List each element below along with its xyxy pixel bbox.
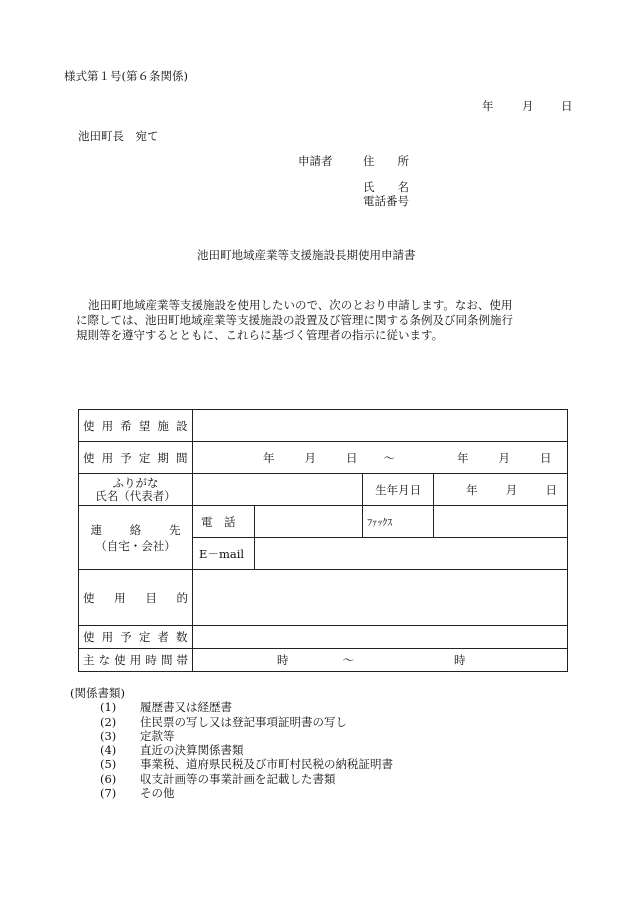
hours-tilde: ～ xyxy=(342,653,355,667)
docs-item xyxy=(70,757,393,771)
period-label: 使用予定期間 xyxy=(83,450,189,465)
row-purpose xyxy=(79,570,568,626)
docs-item-text: 直近の決算関係書類 xyxy=(140,743,244,758)
email-input[interactable] xyxy=(255,538,568,570)
docs-heading: (関係書類) xyxy=(70,686,125,700)
docs-item-number: (3) xyxy=(100,728,117,743)
name-input[interactable] xyxy=(193,474,363,506)
people-input[interactable] xyxy=(193,626,568,649)
body-line-1: 池田町地域産業等支援施設を使用したいので、次のとおり申請します。なお、使用 xyxy=(88,298,513,312)
facility-label: 使用希望施設 xyxy=(83,418,189,433)
docs-item-number: (4) xyxy=(100,743,117,758)
row-hours xyxy=(79,649,568,672)
date-day: 日 xyxy=(561,99,573,113)
period-end-month: 月 xyxy=(498,450,511,465)
docs-item-number: (1) xyxy=(100,700,117,715)
hours-label: 主な使用時間帯 xyxy=(83,653,189,667)
row-period xyxy=(79,442,568,474)
docs-item-number: (7) xyxy=(100,786,117,801)
name-label: 氏名（代表者） xyxy=(95,488,176,503)
docs-item xyxy=(70,715,393,729)
docs-list xyxy=(70,700,393,800)
period-end-day: 日 xyxy=(540,450,552,465)
body-line-3: 規則等を遵守するとともに、これらに基づく管理者の指示に従います。 xyxy=(76,328,444,342)
birth-label: 生年月日 xyxy=(363,474,434,506)
purpose-label: 使 用 目 的 xyxy=(83,590,189,605)
contact-label: 連 絡 先 xyxy=(90,522,181,537)
furigana-label: ふりがな xyxy=(112,475,159,490)
purpose-label-cell xyxy=(79,570,193,626)
docs-item-text: 履歴書又は経歴書 xyxy=(140,700,232,715)
body-line-2: に際しては、池田町地域産業等支援施設の設置及び管理に関する条例及び同条例施行 xyxy=(76,313,513,327)
docs-item-text: 住民票の写し又は登記事項証明書の写し xyxy=(140,714,347,729)
docs-item xyxy=(70,743,393,757)
birth-month: 月 xyxy=(505,482,518,497)
fax-input[interactable] xyxy=(434,506,568,538)
hours-end: 時 xyxy=(454,653,466,667)
period-start-day: 日 xyxy=(346,450,358,465)
contact-sub-label: （自宅・会社） xyxy=(95,538,176,553)
docs-item-number: (2) xyxy=(100,714,117,729)
form-number: 様式第１号(第６条関係) xyxy=(64,69,188,83)
date-month: 月 xyxy=(522,99,534,113)
facility-input[interactable] xyxy=(193,410,568,442)
docs-item xyxy=(70,772,393,786)
period-end-year: 年 xyxy=(457,450,469,465)
people-label-cell xyxy=(79,626,193,649)
birth-day: 日 xyxy=(545,482,557,497)
row-name xyxy=(79,474,568,506)
purpose-input[interactable] xyxy=(193,570,568,626)
row-phone xyxy=(79,506,568,538)
applicant-address-label: 住 所 xyxy=(363,154,409,168)
facility-label-cell xyxy=(79,410,193,442)
docs-item xyxy=(70,786,393,800)
name-label-cell xyxy=(79,474,193,506)
related-documents xyxy=(70,686,393,800)
docs-item-text: その他 xyxy=(140,786,175,801)
applicant-role: 申請者 xyxy=(298,154,333,168)
hours-input[interactable] xyxy=(193,649,568,672)
row-facility xyxy=(79,410,568,442)
period-tilde: ～ xyxy=(383,450,396,465)
contact-label-cell xyxy=(79,506,193,570)
email-label: E－mail xyxy=(193,538,255,570)
docs-item-text: 定款等 xyxy=(140,728,175,743)
period-input[interactable] xyxy=(193,442,568,474)
hours-label-cell xyxy=(79,649,193,672)
docs-item-text: 収支計画等の事業計画を記載した書類 xyxy=(140,771,336,786)
hours-start: 時 xyxy=(277,653,289,667)
phone-input[interactable] xyxy=(255,506,363,538)
date-year: 年 xyxy=(482,99,494,113)
birth-input[interactable] xyxy=(434,474,568,506)
docs-item xyxy=(70,700,393,714)
docs-item-number: (5) xyxy=(100,757,117,772)
docs-item-text: 事業税、道府県民税及び市町村民税の納税証明書 xyxy=(140,757,393,772)
period-label-cell xyxy=(79,442,193,474)
document-title: 池田町地域産業等支援施設長期使用申請書 xyxy=(197,248,416,262)
period-start-month: 月 xyxy=(304,450,317,465)
applicant-name-label: 氏 名 xyxy=(363,180,409,194)
birth-year: 年 xyxy=(466,482,478,497)
phone-label: 電 話 xyxy=(193,506,255,538)
addressee: 池田町長 宛て xyxy=(78,129,159,143)
application-table xyxy=(78,409,568,672)
applicant-phone-label: 電話番号 xyxy=(363,194,409,208)
docs-item xyxy=(70,729,393,743)
fax-label: ﾌｧｯｸｽ xyxy=(363,506,434,538)
row-people xyxy=(79,626,568,649)
period-start-year: 年 xyxy=(263,450,275,465)
people-label: 使用予定者数 xyxy=(83,630,189,644)
body-paragraph xyxy=(76,298,572,343)
docs-item-number: (6) xyxy=(100,771,117,786)
